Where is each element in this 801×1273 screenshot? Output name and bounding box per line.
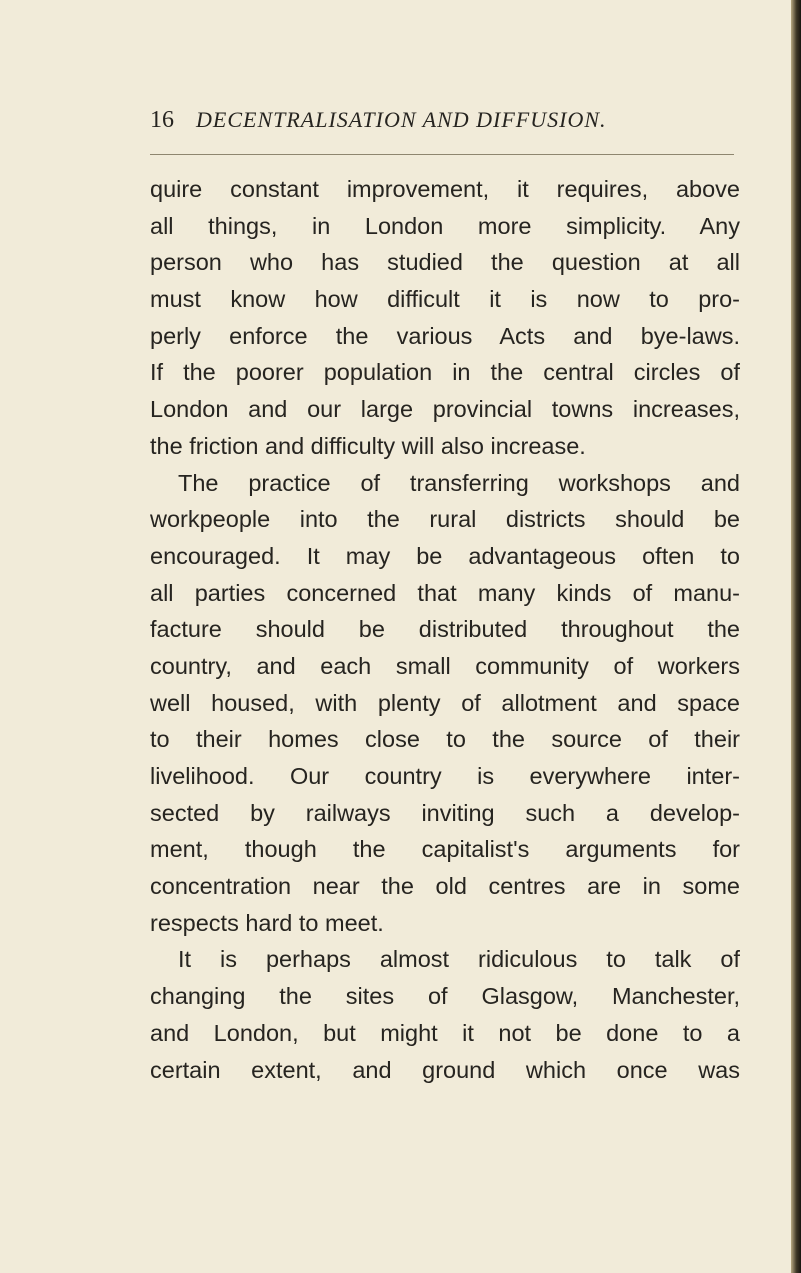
running-head xyxy=(150,100,750,140)
header-rule xyxy=(150,154,734,155)
text-line: facture should be distributed throughout the xyxy=(150,616,740,643)
text-line: ment, though the capitalist's arguments for xyxy=(150,836,740,863)
text-line: the friction and difficulty will also increase. xyxy=(150,432,586,459)
text-line: and London, but might it not be done to a xyxy=(150,1019,740,1046)
text-line: It is perhaps almost ridiculous to talk of xyxy=(178,946,740,973)
text-line: country, and each small community of workers xyxy=(150,652,740,679)
text-line: The practice of transferring workshops and xyxy=(178,469,740,496)
text-line: changing the sites of Glasgow, Manchester, xyxy=(150,983,740,1010)
text-line: all parties concerned that many kinds of manu- xyxy=(150,579,740,606)
text-line: certain extent, and ground which once was xyxy=(150,1056,740,1083)
text-line: to their homes close to the source of their xyxy=(150,726,740,753)
running-title: DECENTRALISATION AND DIFFUSION. xyxy=(196,107,607,132)
text-line: encouraged. It may be advantageous often to xyxy=(150,542,740,569)
text-line: well housed, with plenty of allotment and space xyxy=(150,689,740,716)
text-line: If the poorer population in the central circles of xyxy=(150,359,740,386)
text-line: must know how difficult it is now to pro- xyxy=(150,286,740,313)
text-line: quire constant improvement, it requires, above xyxy=(150,176,740,202)
text-line: sected by railways inviting such a develop- xyxy=(150,799,740,826)
text-line: workpeople into the rural districts should be xyxy=(150,506,740,533)
text-line: respects hard to meet. xyxy=(150,909,384,936)
text-line: perly enforce the various Acts and bye-laws. xyxy=(150,322,740,349)
text-line: livelihood. Our country is everywhere inter- xyxy=(150,763,740,789)
page-number: 16 xyxy=(150,107,174,133)
text-line: person who has studied the question at all xyxy=(150,249,740,276)
page-edge-shadow xyxy=(791,0,801,1273)
text-line: London and our large provincial towns increases, xyxy=(150,396,740,423)
text-line: concentration near the old centres are in some xyxy=(150,873,740,900)
text-line: all things, in London more simplicity. Any xyxy=(150,212,740,239)
body-text xyxy=(150,171,740,1088)
